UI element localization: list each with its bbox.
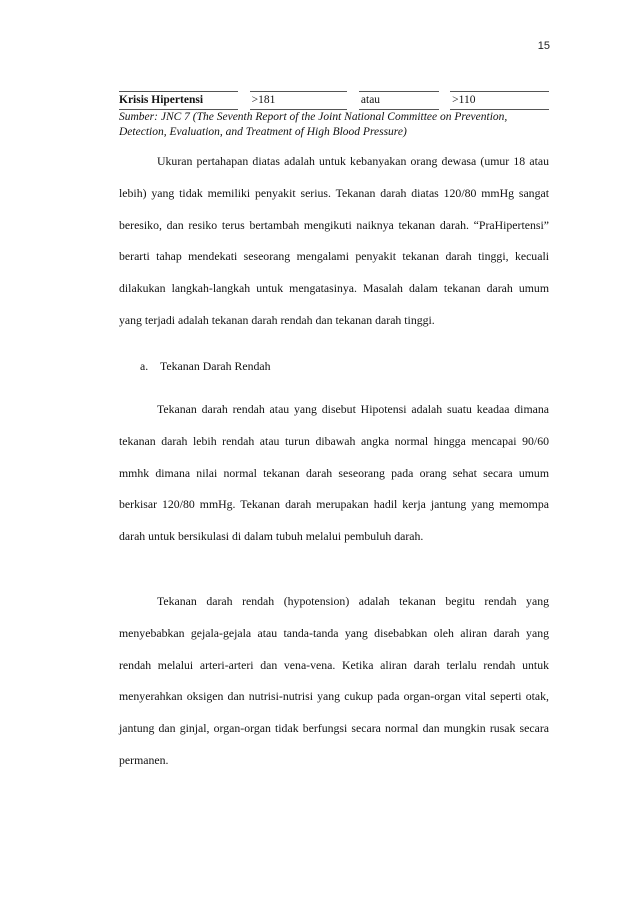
paragraph-text: Tekanan darah rendah atau yang disebut Hipotensi adalah suatu keadaa dimana tekanan darah lebih rendah atau turun dibawah angka normal hingga mencapai 90/60 mmhk dimana nilai normal tekanan darah seseorang pada orang sehat secara umum berkisar 120/80 mmHg. Tekanan darah merupakan hadil kerja jantung yang memompa darah untuk bersikulasi di dalam tubuh melalui pembuluh darah. bbox=[119, 402, 549, 544]
table-source-caption: Sumber: JNC 7 (The Seventh Report of the Joint National Committee on Prevention, Detection, Evaluation, and Treatment of High Blood Pressure) bbox=[119, 111, 508, 138]
diastolic-cell: >110 bbox=[450, 91, 549, 110]
section-heading: Tekanan Darah Rendah bbox=[160, 359, 271, 373]
paragraph bbox=[119, 146, 549, 337]
paragraph-text: Ukuran pertahapan diatas adalah untuk kebanyakan orang dewasa (umur 18 atau lebih) yang tidak memiliki penyakit serius. Tekanan darah diatas 120/80 mmHg sangat beresiko, dan resiko terus bertambah mengikuti naiknya tekanan darah. “PraHipertensi” berarti tahap mendekati seseorang mengalami penyakit tekanan darah tinggi, kecuali dilakukan langkah-langkah untuk mengatasinya. Masalah dalam tekanan darah umum yang terjadi adalah tekanan darah rendah dan tekanan darah tinggi. bbox=[119, 154, 549, 327]
paragraph bbox=[119, 394, 549, 553]
conjunction-cell: atau bbox=[359, 91, 439, 110]
page-number: 15 bbox=[537, 40, 550, 52]
category-cell: Krisis Hipertensi bbox=[119, 91, 238, 110]
list-item-heading bbox=[140, 356, 271, 376]
blood-pressure-table bbox=[119, 91, 549, 110]
paragraph-text: Tekanan darah rendah (hypotension) adalah tekanan begitu rendah yang menyebabkan gejala-gejala atau tanda-tanda yang disebabkan oleh aliran darah yang rendah melalui arteri-arteri dan vena-vena. Ketika aliran darah terlalu rendah untuk menyerahkan oksigen dan nutrisi-nutrisi yang cukup pada organ-organ vital seperti otak, jantung dan ginjal, organ-organ tidak berfungsi secara normal dan mungkin rusak secara permanen. bbox=[119, 594, 549, 767]
systolic-cell: >181 bbox=[250, 91, 348, 110]
table-row bbox=[119, 91, 549, 110]
list-marker: a. bbox=[140, 359, 149, 373]
paragraph bbox=[119, 586, 549, 777]
